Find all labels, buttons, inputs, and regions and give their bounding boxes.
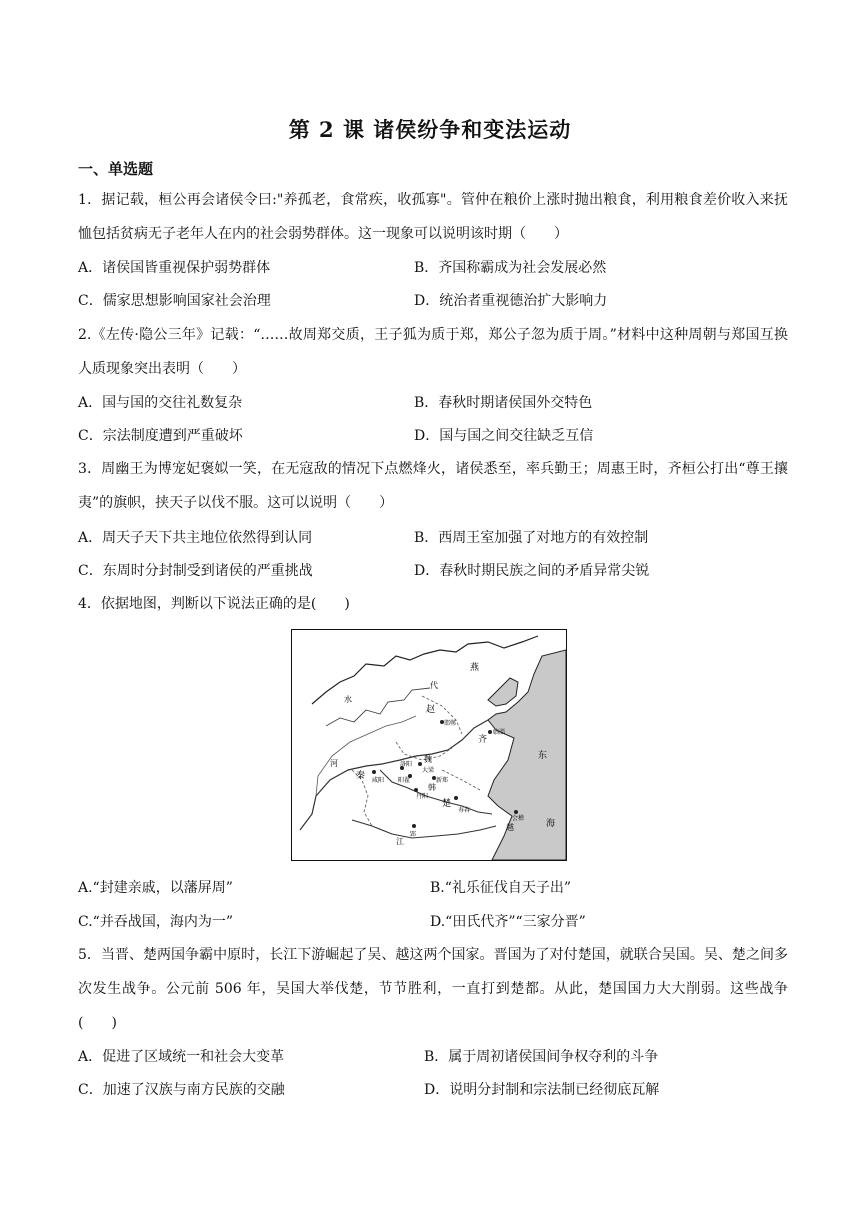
question-4-option-c[interactable]: C.“并吞战国，海内为一” — [78, 914, 233, 930]
question-3-option-b[interactable]: B．西周王室加强了对地方的有效控制 — [414, 530, 649, 546]
page-title: 第 2 课 诸侯纷争和变法运动 — [288, 117, 572, 142]
map-label-wei: 魏 — [424, 755, 432, 764]
map-label-kuaiji: 会稽 — [512, 815, 525, 822]
map-label-chu: 楚 — [442, 799, 452, 809]
map-label-ying: 郢 — [410, 831, 417, 838]
question-5-option-d[interactable]: D．说明分封制和宗法制已经彻底瓦解 — [424, 1082, 660, 1098]
map-label-danyang: 丹阳 — [416, 793, 429, 800]
question-4-option-b[interactable]: B.“礼乐征伐自天子出” — [430, 880, 572, 896]
map-label-yue: 越 — [506, 823, 514, 832]
map-label-yangzhai: 阳翟 — [398, 777, 411, 784]
map-label-shouchun: 寿春 — [458, 807, 471, 814]
question-2-option-d[interactable]: D．国与国之间交往缺乏互信 — [414, 428, 594, 444]
map-drawing — [292, 630, 566, 860]
question-2-option-a[interactable]: A．国与国的交往礼数复杂 — [78, 395, 243, 411]
map-label-linzi: 临淄 — [493, 729, 506, 736]
map-label-qi: 齐 — [478, 735, 488, 745]
question-2-option-c[interactable]: C．宗法制度遭到严重破坏 — [78, 428, 243, 444]
map-label-jiang: 江 — [396, 837, 404, 846]
question-3-stem: 3．周幽王为博宠妃褒姒一笑，在无寇敌的情况下点燃烽火，诸侯悉至，率兵勤王；周惠王时，齐桓公打出“尊王攘夷”的旗帜，挟天子以伐不服。这可以说明（ ） — [78, 461, 788, 511]
map-label-yan: 燕 — [470, 663, 480, 673]
question-4-stem: 4．依据地图，判断以下说法正确的是( ) — [78, 596, 350, 612]
question-1-option-b[interactable]: B．齐国称霸成为社会发展必然 — [414, 260, 607, 276]
map-label-luoyang: 洛阳 — [400, 761, 413, 768]
question-5-stem: 5．当晋、楚两国争霸中原时，长江下游崛起了吴、越这两个国家。晋国为了对付楚国，就联合吴国。吴、楚之间多次发生战争。公元前 506 年，吴国大举伐楚，节节胜利，一直打到楚都。从此，楚国国力大大削弱。这些战争( ) — [78, 947, 788, 1031]
map-label-han: 韩 — [428, 783, 436, 792]
question-3-option-c[interactable]: C．东周时分封制受到诸侯的严重挑战 — [78, 563, 313, 579]
question-1-stem: 1．据记载，桓公再会诸侯令曰:"养孤老，食常疾，收孤寡"。管仲在粮价上涨时抛出粮食，利用粮食差价收入来抚恤包括贫病无子老年人在内的社会弱势群体。这一现象可以说明该时期（ ） — [78, 192, 788, 242]
question-5-option-a[interactable]: A．促进了区域统一和社会大变革 — [78, 1049, 285, 1065]
question-4-option-d[interactable]: D.“田氏代齐”“三家分晋” — [430, 914, 586, 930]
map-label-xianyang: 咸阳 — [372, 777, 385, 784]
map-label-hai: 海 — [546, 819, 556, 829]
map-label-dai: 代 — [430, 681, 438, 690]
question-3-option-a[interactable]: A．周天子天下共主地位依然得到认同 — [78, 530, 313, 546]
question-5-option-b[interactable]: B．属于周初诸侯国间争权夺利的斗争 — [424, 1049, 659, 1065]
question-4-option-a[interactable]: A.“封建亲戚，以藩屏周” — [78, 880, 233, 896]
question-2-stem: 2.《左传·隐公三年》记载：“……故周郑交质，王子狐为质于郑，郑公子忽为质于周。”材料中这种周朝与郑国互换人质现象突出表明（ ） — [78, 327, 788, 377]
map-label-he: 河 — [330, 759, 338, 768]
map-label-xinzheng: 新郑 — [436, 777, 449, 784]
map-label-zhao: 赵 — [426, 705, 436, 715]
map-label-daliang: 大梁 — [422, 767, 435, 774]
warring-states-map — [291, 629, 567, 861]
question-1-option-c[interactable]: C．儒家思想影响国家社会治理 — [78, 293, 271, 309]
map-label-dong: 东 — [538, 751, 548, 761]
map-label-qin: 秦 — [356, 771, 366, 781]
question-2-option-b[interactable]: B．春秋时期诸侯国外交特色 — [414, 395, 593, 411]
question-1-option-a[interactable]: A．诸侯国皆重视保护弱势群体 — [78, 260, 271, 276]
question-3-option-d[interactable]: D．春秋时期民族之间的矛盾异常尖锐 — [414, 563, 650, 579]
question-5-option-c[interactable]: C．加速了汉族与南方民族的交融 — [78, 1082, 285, 1098]
map-label-handan: 邯郸 — [444, 720, 457, 727]
map-label-shui: 水 — [344, 695, 352, 704]
section-heading: 一、单选题 — [78, 160, 154, 178]
question-1-option-d[interactable]: D．统治者重视德治扩大影响力 — [414, 293, 608, 309]
